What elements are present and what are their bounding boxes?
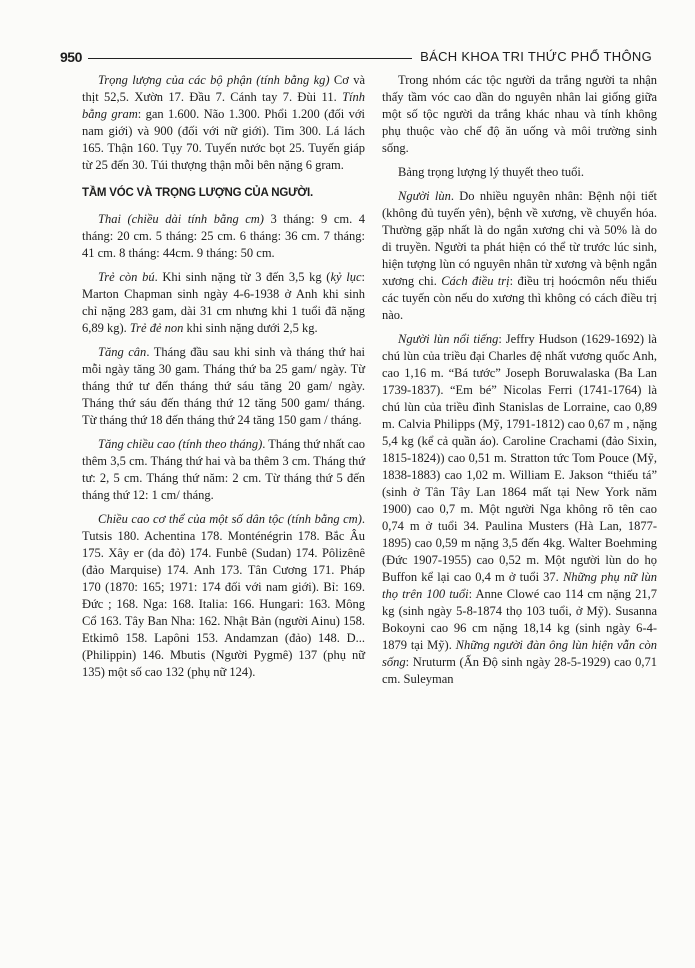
italic-run: Trẻ đẻ non xyxy=(129,321,184,335)
text-run: : Anne Clowé cao 114 cm nặng 21,7 kg (sinh ngày 5-8-1874 thọ 103 tuổi, ở Mỹ). Susanna Bokoyni cao 96 cm nặng 18,14 kg (sinh ngày 6-4-1879 tại Mỹ). xyxy=(382,587,657,652)
fetus-length-paragraph xyxy=(82,211,365,262)
weight-gain-paragraph xyxy=(82,344,365,429)
infant-paragraph xyxy=(82,269,365,337)
text-run: 3 tháng: 9 cm. 4 tháng: 20 cm. 5 tháng: 25 cm. 6 tháng: 36 cm. 7 tháng: 41 cm. 8 tháng: 44cm. 9 tháng: 50 cm. xyxy=(82,212,365,260)
text-run: . Tháng thứ nhất cao thêm 3,5 cm. Tháng thứ hai và ba thêm 3 cm. Tháng thứ tư: 2, 5 cm. Tháng thứ năm: 2 cm. Từ tháng thứ 5 đến tháng thứ 12: 1 cm/ tháng. xyxy=(82,437,365,502)
italic-run: kỷ lục xyxy=(330,270,362,284)
header-rule xyxy=(88,58,412,59)
famous-dwarfs-paragraph xyxy=(382,331,657,688)
running-title: BÁCH KHOA TRI THỨC PHỔ THÔNG xyxy=(420,49,652,64)
text-run: . Tutsis 180. Achentina 178. Monténégrin 178. Bắc Âu 175. Xây er (da đỏ) 174. Funbê (Sudan) 174. Pôlizênê (đảo Marquise) 174. Anh 173. Tân Cương 171. Pháp 170 (1870: 165; 1971: 174 đối với nam giới). Bỉ: 169. Đức ; 168. Nga: 168. Italia: 166. Hungari: 163. Mông Cổ 163. Tây Ban Nha: 162. Nhật Bản (người Ainu) 158. Etkimô 158. Lapôni 153. Andamzan (đảo) 148. D... (Philippin) 146. Mbutis (Người Pygmê) 137 (phụ nữ 135) một số cao 132 (phụ nữ 124). xyxy=(82,512,365,679)
text-run: . Khi sinh nặng từ 3 đến 3,5 kg ( xyxy=(154,270,331,284)
weight-table-note xyxy=(382,164,657,181)
italic-run: Cách điều trị xyxy=(441,274,510,288)
text-run: : Jeffry Hudson (1629-1692) là chú lùn của triều đại Charles đệ nhất vương quốc Anh, cao 1,16 m. “Bá tước” Joseph Boruwalaska (Ba Lan 1739-1837). “Em bé” Nicolas Ferri (1741-1764) là chú lùn của triều đình Stanislas de Lorraine, cao 0,89 m. Calvia Philipps (Mỹ, 1791-1812) cao 0,67 m , nặng 5,4 kg (kể cả quần áo). Caroline Crachami (đảo Sixin, 1815-1824)) cao 0,51 m. Stratton tức Tom Pouce (Mỹ, 1838-1883) cao 1,02 m. William E. Jakson “thiếu tá” (sinh ở Tân Tây Lan 1864 mất tại New York năm 1900) cao 0,7 m. Một người Nga không rõ tên cao 0,74 m ở tuổi 34. Paulina Musters (Hà Lan, 1877-1895) cao 0,59 m nặng 3,5 đến 4kg. Walter Boehming (Đức 1907-1955) cao 0,52 m. Một người lùn do họ Buffon kể lại cao 0,4 m ở tuổi 37. xyxy=(382,332,657,584)
italic-run: Những phụ nữ lùn thọ trên 100 tuổi xyxy=(382,570,657,601)
italic-run: Chiều cao cơ thể của một số dân tộc (tính bằng cm) xyxy=(98,512,362,526)
text-run: . Tháng đầu sau khi sinh và tháng thứ hai mỗi ngày tăng 30 gam. Tháng thứ ba 25 gam/ ngày. Từ tháng thứ tư đến tháng thứ sáu tăng 20 gam/ ngày. Tháng thứ sáu đến tháng thứ 12 tăng 500 gam/ tháng. Từ tháng thứ 18 đến tháng thứ 24 tăng 150 gam / tháng. xyxy=(82,345,365,427)
page-number: 950 xyxy=(60,49,82,65)
organ-weights-paragraph xyxy=(82,72,365,174)
text-run: : Nruturm (Ấn Độ sinh ngày 28-5-1929) cao 0,71 cm. Suleyman xyxy=(382,655,657,686)
right-column xyxy=(382,72,657,695)
italic-run: Thai (chiều dài tính bằng cm) xyxy=(98,212,264,226)
italic-run: Người lùn xyxy=(398,189,451,203)
page-header xyxy=(60,40,652,64)
text-run: khi sinh nặng dưới 2,5 kg. xyxy=(183,321,318,335)
italic-run: Trọng lượng của các bộ phận (tính bằng kg) xyxy=(98,73,330,87)
text-run: . Do nhiều nguyên nhân: Bệnh nội tiết (không đủ tuyến yên), bệnh về xương, về chuyển hóa. Thường gặp nhất là do ngắn xương chi và 50% là do di truyền. Người ta phát hiện có thể từ trước lúc sinh, hiện tượng lùn có nguyên nhân từ xương và bệnh ngắn xương chi. xyxy=(382,189,657,288)
text-run: : điều trị hoócmôn nếu thiếu các tuyến còn nếu do xương thì không có cách điều trị nào. xyxy=(382,274,658,322)
left-column xyxy=(82,72,365,688)
italic-run: Tăng cân xyxy=(98,345,147,359)
italic-run: Trẻ còn bú xyxy=(98,270,155,284)
dwarfism-paragraph xyxy=(382,188,657,324)
white-groups-paragraph xyxy=(382,72,657,157)
italic-run: Tính bằng gram xyxy=(82,90,365,121)
text-run: Trong nhóm các tộc người da trắng người ta nhận thấy tầm vóc cao dần do nguyên nhân lai giống giữa một số tộc người da trắng khác nhau và tính không phụ thuộc vào chế độ ăn uống và môi trường sinh sống. xyxy=(382,73,657,155)
italic-run: Tăng chiều cao (tính theo tháng) xyxy=(98,437,263,451)
italic-run: Những người đàn ông lùn hiện vẫn còn sống xyxy=(382,638,657,669)
text-run: Cơ và thịt 52,5. Xườn 17. Đầu 7. Cánh tay 7. Đùi 11. xyxy=(82,73,365,104)
italic-run: Người lùn nổi tiếng xyxy=(398,332,499,346)
text-run: Bảng trọng lượng lý thuyết theo tuổi. xyxy=(398,165,584,179)
ethnic-heights-paragraph xyxy=(82,511,365,681)
section-heading: TẦM VÓC VÀ TRỌNG LƯỢNG CỦA NGƯỜI. xyxy=(82,187,314,199)
height-gain-paragraph xyxy=(82,436,365,504)
text-run: : Marton Chapman sinh ngày 4-6-1938 ở Anh khi sinh chỉ nặng 283 gam, dài 31 cm nhưng khi 1 tuổi đã nặng 6,89 kg). xyxy=(82,270,365,335)
text-run: : gan 1.600. Não 1.300. Phổi 1.200 (đối với nam giới) và 900 (đối với nữ giới). Tim 300. Lá lách 165. Thận 160. Tụy 70. Tuyến nước bọt 25. Tuyến giáp từ 25 đến 30. Túi thượng thận mỗi bên nặng 6 gram. xyxy=(82,107,365,172)
